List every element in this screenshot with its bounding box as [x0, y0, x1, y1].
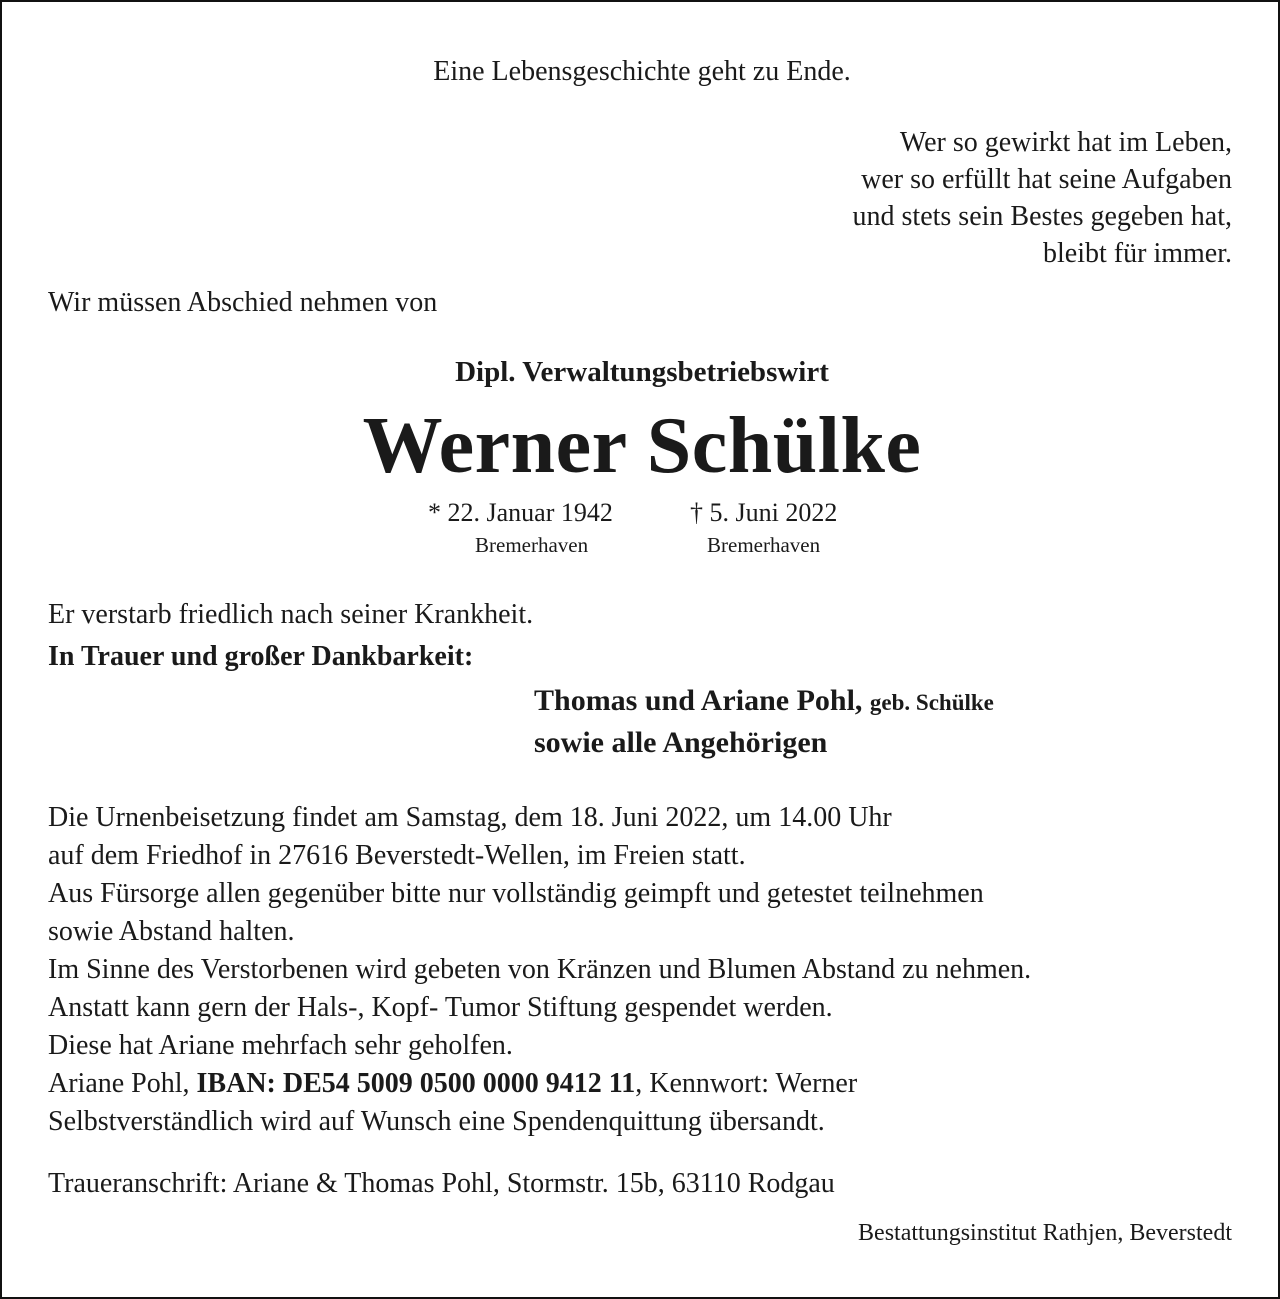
mourners-relatives: sowie alle Angehörigen — [534, 726, 828, 759]
poem-line: und stets sein Bestes gegeben hat, — [852, 201, 1232, 232]
farewell-line: Wir müssen Abschied nehmen von — [48, 287, 438, 318]
funeral-home: Bestattungsinstitut Rathjen, Beverstedt — [858, 1220, 1232, 1246]
poem-line: wer so erfüllt hat seine Aufgaben — [861, 164, 1232, 195]
death-place: Bremerhaven — [707, 533, 821, 557]
details-line: sowie Abstand halten. — [48, 916, 295, 947]
death-note: Er verstarb friedlich nach seiner Krankheit. — [48, 599, 534, 630]
intro-line: Eine Lebensgeschichte geht zu Ende. — [433, 56, 851, 87]
details-line: Diese hat Ariane mehrfach sehr geholfen. — [48, 1030, 513, 1061]
iban: IBAN: DE54 5009 0500 0000 9412 11 — [196, 1068, 636, 1099]
donation-recipient: Ariane Pohl, — [48, 1068, 197, 1099]
death-date: † 5. Juni 2022 — [690, 498, 838, 527]
donation-keyword: , Kennwort: Werner — [635, 1068, 858, 1099]
mourning-heading: In Trauer und großer Dankbarkeit: — [48, 641, 474, 672]
mourners-names — [534, 686, 994, 716]
deceased-name: Werner Schülke — [362, 402, 922, 490]
details-line: Selbstverständlich wird auf Wunsch eine Spendenquittung übersandt. — [48, 1106, 825, 1137]
details-line: auf dem Friedhof in 27616 Beverstedt-Wellen, im Freien statt. — [48, 840, 746, 871]
details-line: Aus Fürsorge allen gegenüber bitte nur vollständig geimpft und getestet teilnehmen — [48, 878, 984, 909]
mourning-address: Traueranschrift: Ariane & Thomas Pohl, Stormstr. 15b, 63110 Rodgau — [48, 1168, 835, 1199]
details-line: Im Sinne des Verstorbenen wird gebeten von Kränzen und Blumen Abstand zu nehmen. — [48, 954, 1032, 985]
details-line: Anstatt kann gern der Hals-, Kopf- Tumor Stiftung gespendet werden. — [48, 992, 833, 1023]
donation-line — [48, 1065, 1031, 1103]
birth-date: * 22. Januar 1942 — [428, 498, 613, 527]
mourners-maiden-name: geb. Schülke — [869, 690, 994, 715]
ceremony-details — [48, 799, 1031, 1141]
birth-place: Bremerhaven — [475, 533, 589, 557]
poem-line: Wer so gewirkt hat im Leben, — [899, 127, 1232, 158]
poem — [853, 124, 1232, 272]
poem-line: bleibt für immer. — [1043, 238, 1232, 269]
deceased-title: Dipl. Verwaltungsbetriebswirt — [455, 356, 829, 388]
mourners-line: Thomas und Ariane Pohl, — [534, 684, 863, 717]
details-line: Die Urnenbeisetzung findet am Samstag, dem 18. Juni 2022, um 14.00 Uhr — [48, 802, 892, 833]
